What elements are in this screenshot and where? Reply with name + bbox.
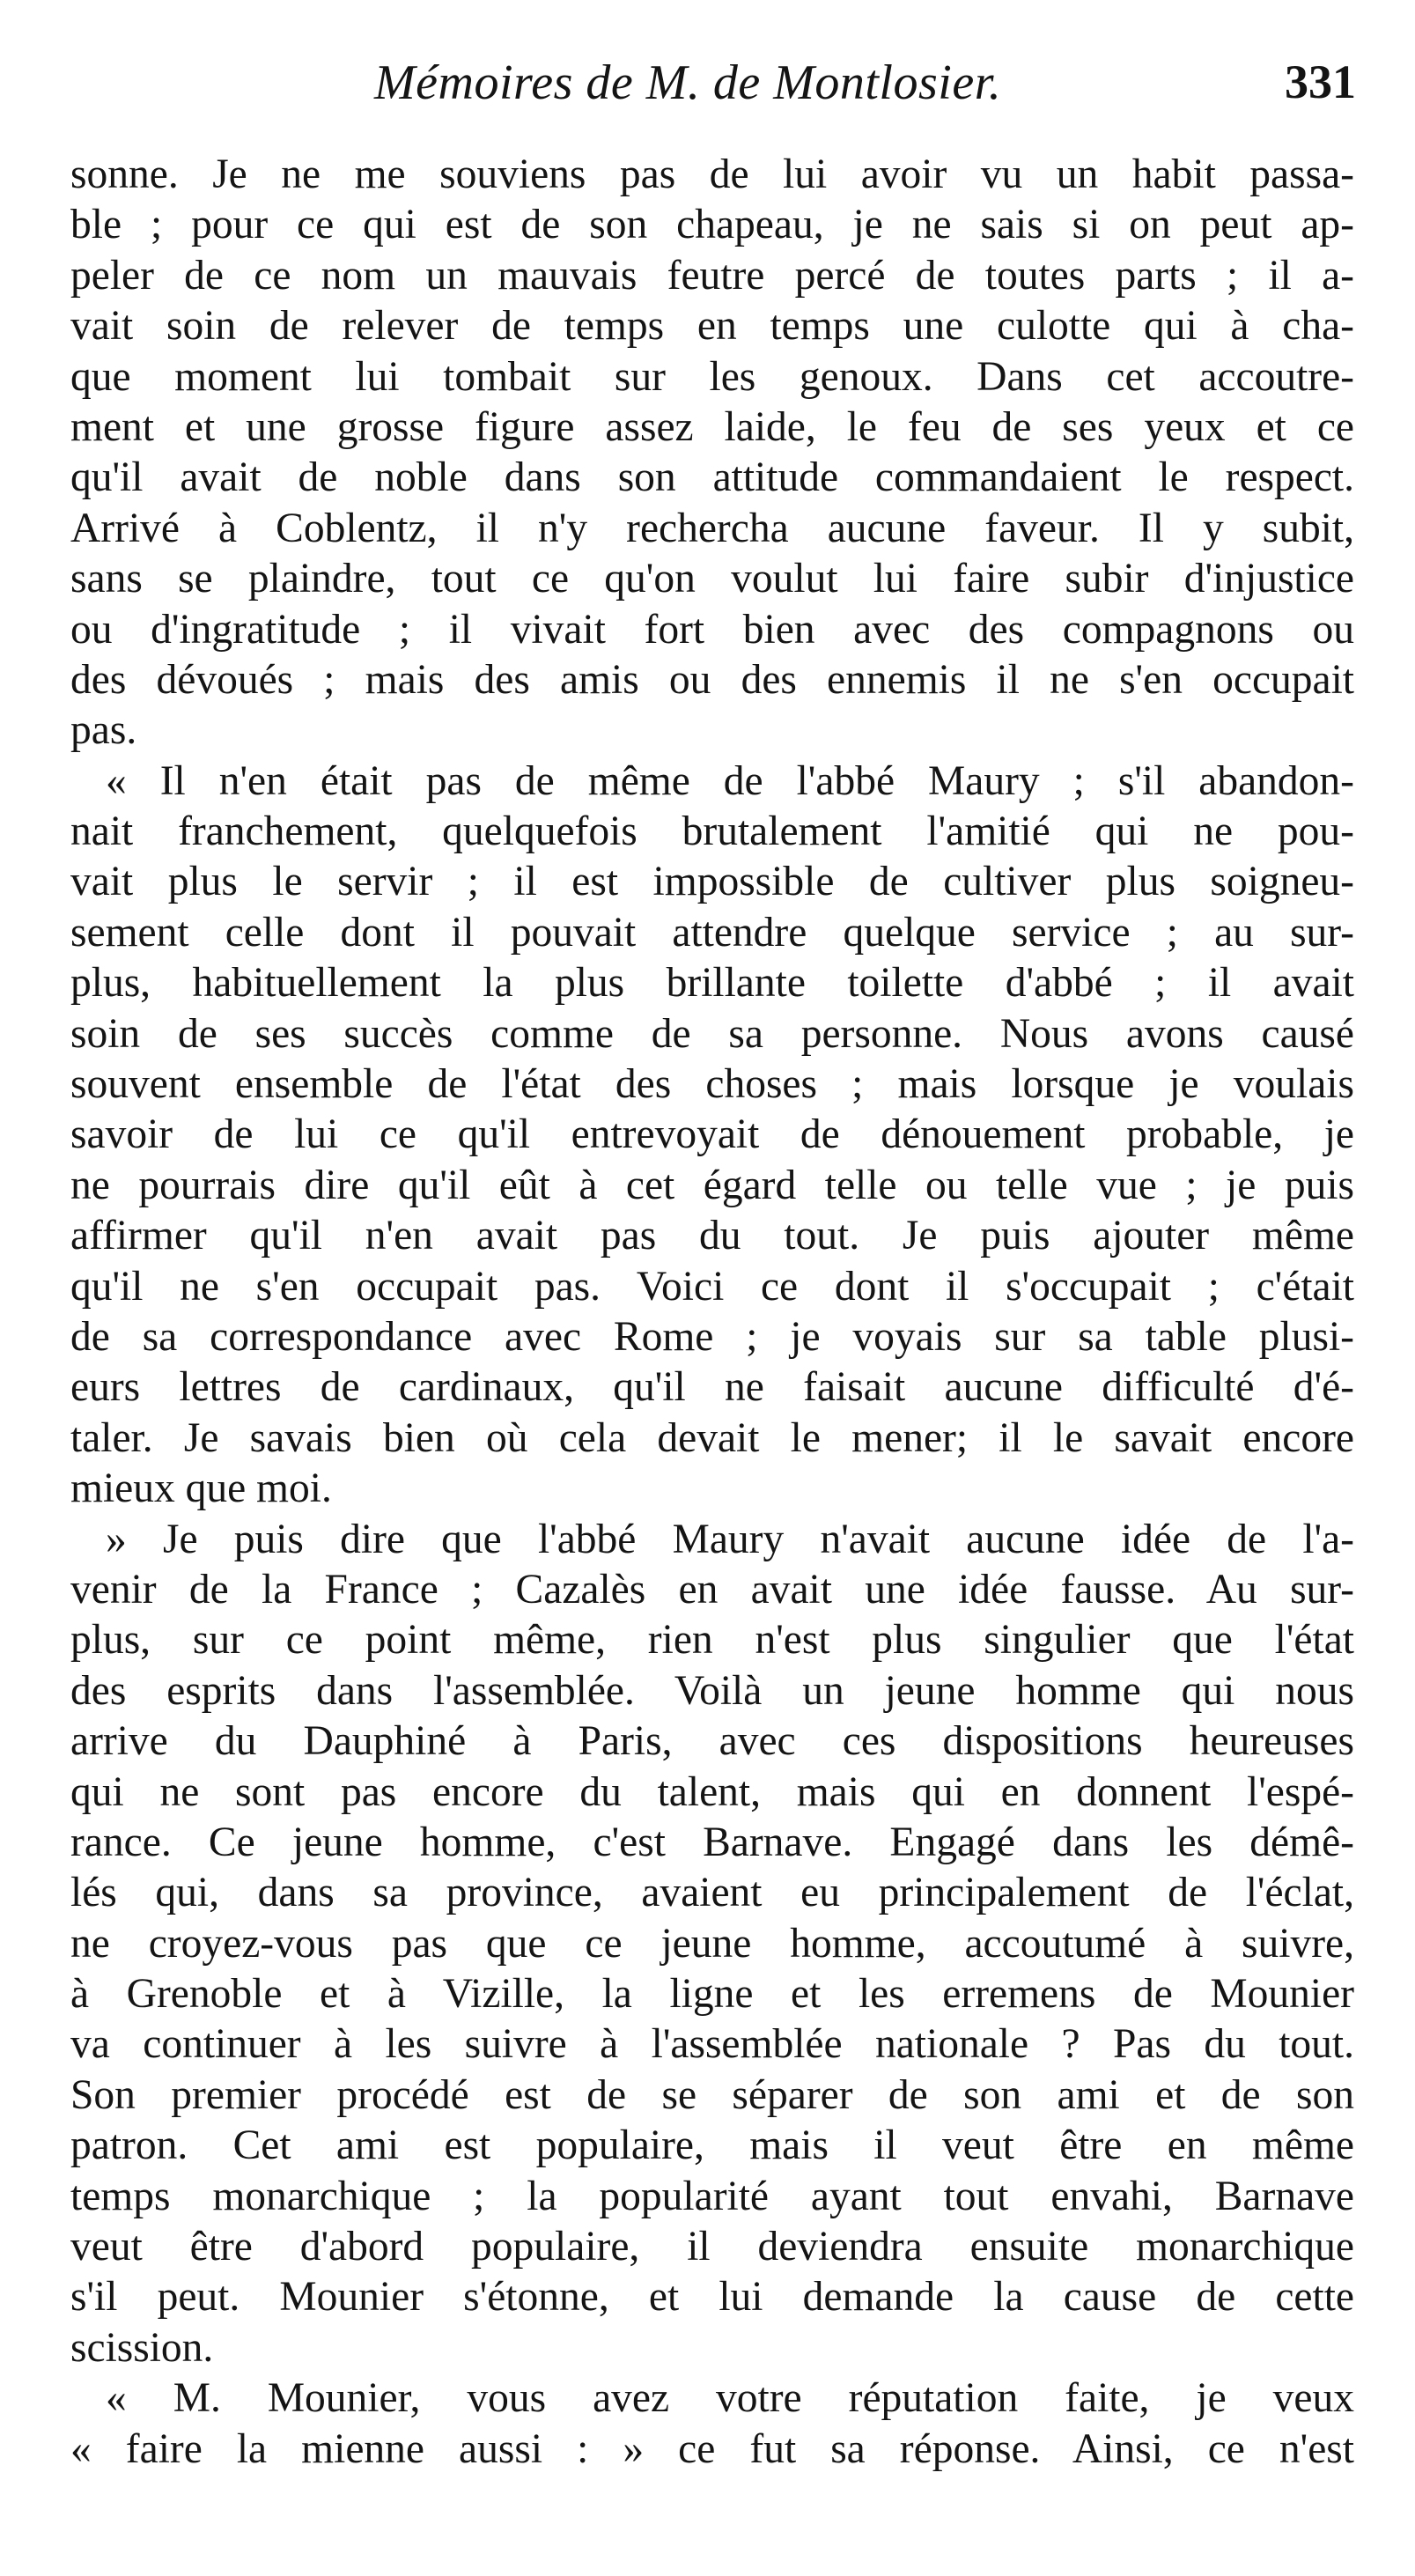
text-line: des esprits dans l'assemblée. Voilà un jeune homme qui nous <box>70 1667 1354 1714</box>
text-line: savoir de lui ce qu'il entrevoyait de dénouement probable, je <box>70 1111 1354 1158</box>
text-line: arrive du Dauphiné à Paris, avec ces dispositions heureuses <box>70 1718 1354 1765</box>
text-line: qu'il avait de noble dans son attitude commandaient le respect. <box>70 454 1354 501</box>
text-line: ble ; pour ce qui est de son chapeau, je ne sais si on peut ap- <box>70 202 1354 248</box>
text-line: souvent ensemble de l'état des choses ; mais lorsque je voulais <box>70 1061 1354 1108</box>
text-line: » Je puis dire que l'abbé Maury n'avait aucune idée de l'a- <box>106 1516 1354 1562</box>
text-line: à Grenoble et à Vizille, la ligne et les erremens de Mounier <box>70 1971 1354 2018</box>
text-line: Son premier procédé est de se séparer de son ami et de son <box>70 2071 1354 2118</box>
text-line: ment et une grosse figure assez laide, le feu de ses yeux et ce <box>70 403 1354 450</box>
text-line: sans se plaindre, tout ce qu'on voulut lui faire subir d'injustice <box>70 556 1354 602</box>
text-line: temps monarchique ; la popularité ayant tout envahi, Barnave <box>70 2173 1354 2219</box>
text-line: Arrivé à Coblentz, il n'y rechercha aucune faveur. Il y subit, <box>70 505 1354 551</box>
text-line: soin de ses succès comme de sa personne. Nous avons causé <box>70 1010 1354 1057</box>
text-line: patron. Cet ami est populaire, mais il veut être en même <box>70 2122 1354 2169</box>
text-line: affirmer qu'il n'en avait pas du tout. Je puis ajouter même <box>70 1213 1354 1259</box>
text-line: « Il n'en était pas de même de l'abbé Maury ; s'il abandon- <box>106 757 1354 804</box>
text-line: « faire la mienne aussi : » ce fut sa réponse. Ainsi, ce n'est <box>70 2425 1354 2472</box>
body-text <box>70 150 1354 2475</box>
text-line: lés qui, dans sa province, avaient eu principalement de l'éclat, <box>70 1870 1354 1916</box>
text-line: des dévoués ; mais des amis ou des ennemis il ne s'en occupait <box>70 656 1354 703</box>
text-line: veut être d'abord populaire, il deviendra ensuite monarchique <box>70 2224 1354 2270</box>
running-title: Mémoires de M. de Montlosier. <box>374 55 1002 110</box>
text-line: vait soin de relever de temps en temps une culotte qui à cha- <box>70 303 1354 350</box>
text-line: eurs lettres de cardinaux, qu'il ne faisait aucune difficulté d'é- <box>70 1364 1354 1411</box>
text-line: plus, habituellement la plus brillante toilette d'abbé ; il avait <box>70 960 1354 1007</box>
text-line: taler. Je savais bien où cela devait le mener; il le savait encore <box>70 1414 1354 1461</box>
text-line: de sa correspondance avec Rome ; je voyais sur sa table plusi- <box>70 1313 1354 1360</box>
running-head <box>70 55 1356 125</box>
text-line: nait franchement, quelquefois brutalement l'amitié qui ne pou- <box>70 808 1354 855</box>
text-line: s'il peut. Mounier s'étonne, et lui demande la cause de cette <box>70 2274 1354 2321</box>
text-line: sonne. Je ne me souviens pas de lui avoir vu un habit passa- <box>70 151 1354 197</box>
text-line: ne croyez-vous pas que ce jeune homme, accoutumé à suivre, <box>70 1920 1354 1967</box>
text-line: qu'il ne s'en occupait pas. Voici ce dont il s'occupait ; c'était <box>70 1263 1354 1310</box>
text-line: qui ne sont pas encore du talent, mais qui en donnent l'espé- <box>70 1768 1354 1815</box>
text-line: peler de ce nom un mauvais feutre percé de toutes parts ; il a- <box>70 252 1354 299</box>
text-line: « M. Mounier, vous avez votre réputation faite, je veux <box>106 2375 1354 2422</box>
text-line: va continuer à les suivre à l'assemblée nationale ? Pas du tout. <box>70 2021 1354 2068</box>
text-line: pas. <box>70 707 137 754</box>
text-line: rance. Ce jeune homme, c'est Barnave. Engagé dans les démê- <box>70 1819 1354 1865</box>
text-line: venir de la France ; Cazalès en avait une idée fausse. Au sur- <box>70 1566 1354 1613</box>
page-number: 331 <box>1285 55 1356 108</box>
text-line: plus, sur ce point même, rien n'est plus singulier que l'état <box>70 1617 1354 1664</box>
text-line: sement celle dont il pouvait attendre quelque service ; au sur- <box>70 909 1354 956</box>
text-line: que moment lui tombait sur les genoux. Dans cet accoutre- <box>70 353 1354 400</box>
text-line: mieux que moi. <box>70 1465 332 1512</box>
text-line: vait plus le servir ; il est impossible de cultiver plus soigneu- <box>70 859 1354 905</box>
text-line: ou d'ingratitude ; il vivait fort bien avec des compagnons ou <box>70 606 1354 653</box>
text-line: scission. <box>70 2324 214 2371</box>
text-line: ne pourrais dire qu'il eût à cet égard telle ou telle vue ; je puis <box>70 1162 1354 1208</box>
